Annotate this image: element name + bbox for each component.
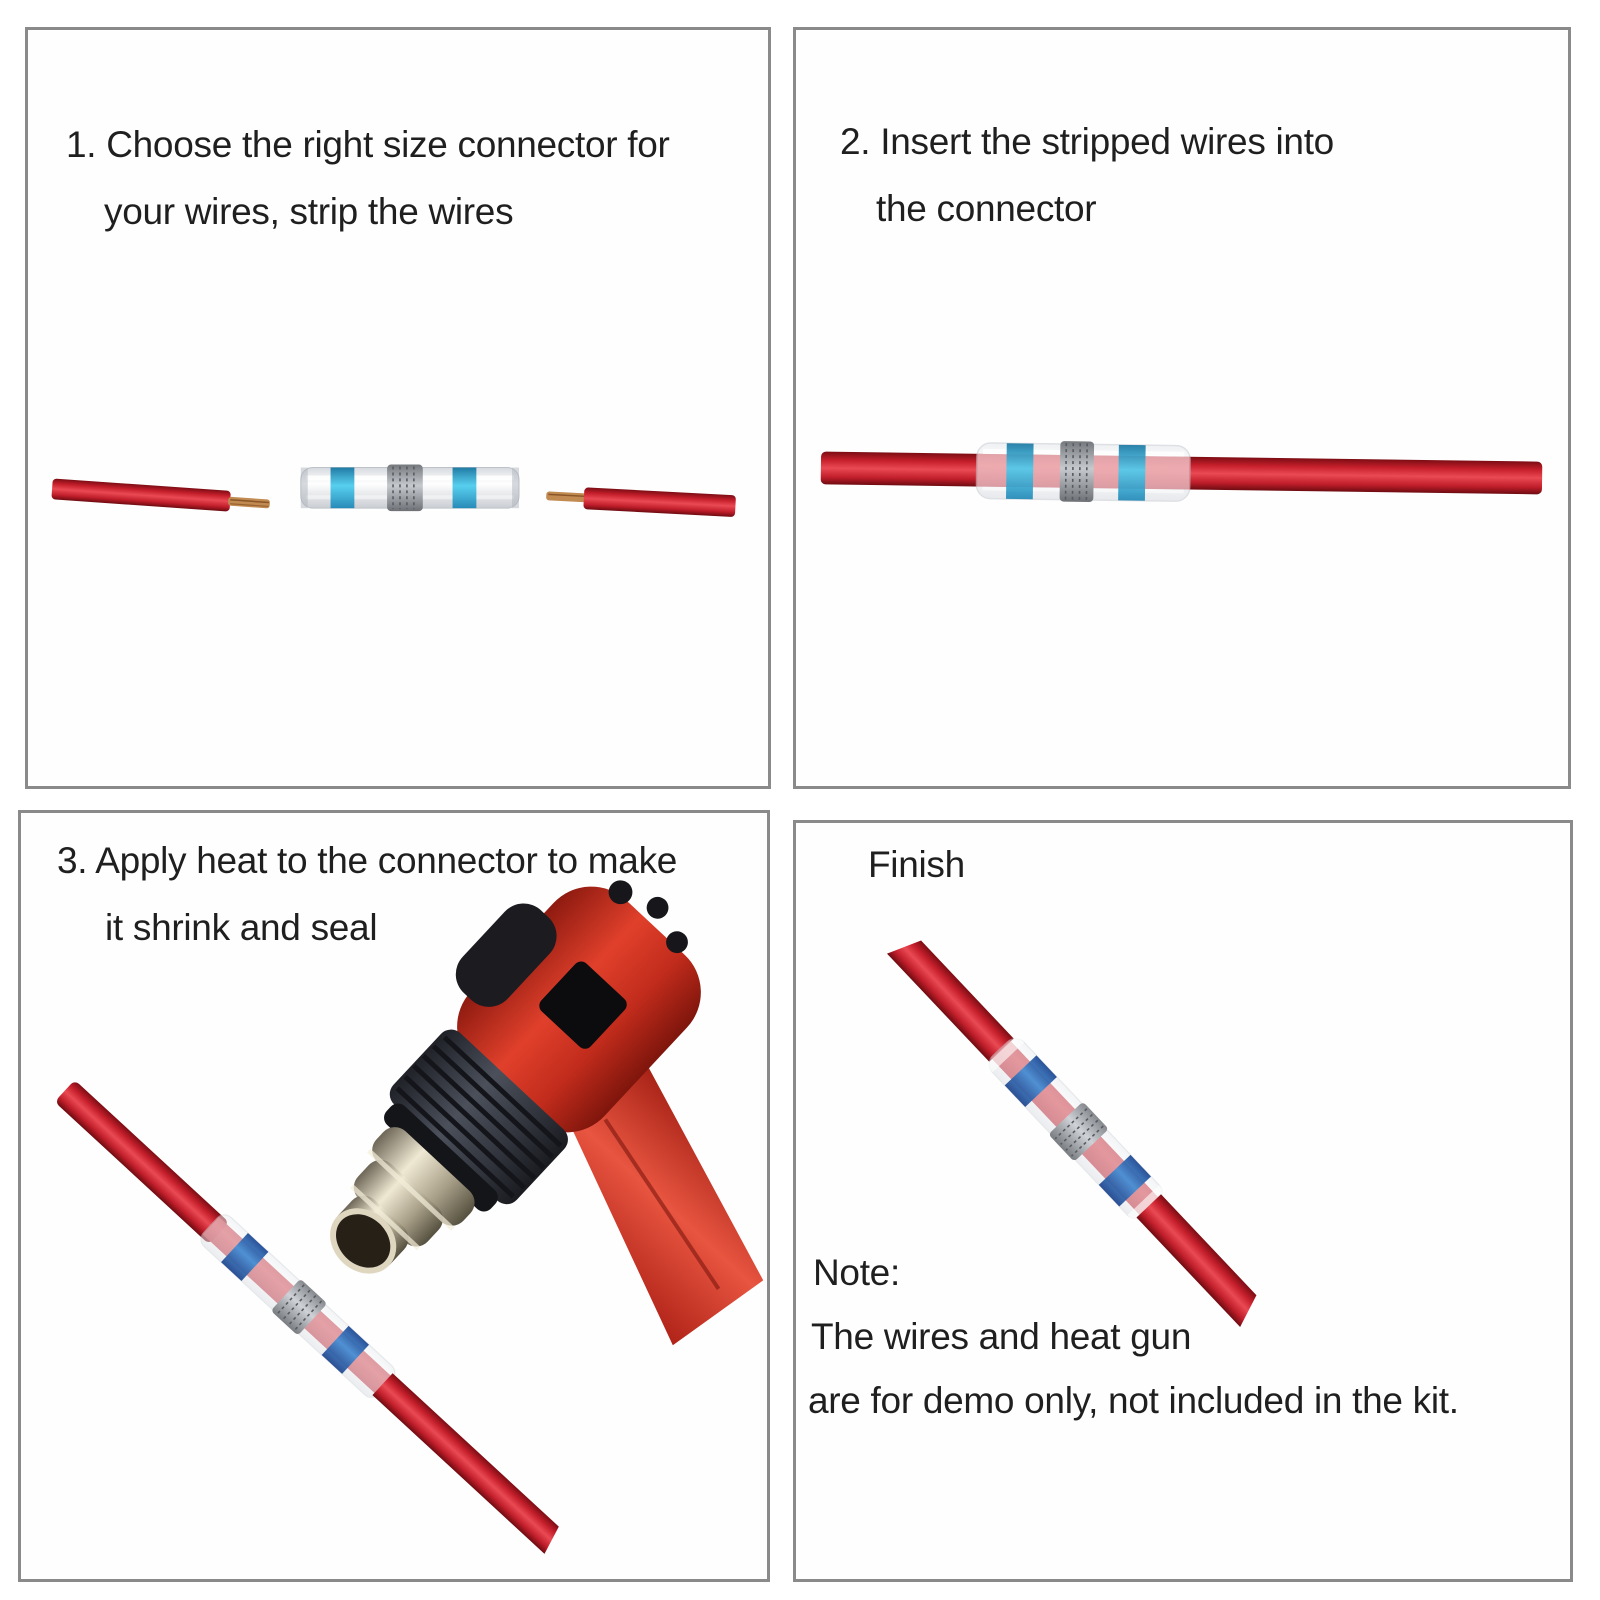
blue-band-left xyxy=(1006,443,1034,499)
red-wire-lower xyxy=(1136,1194,1264,1327)
note-line2: are for demo only, not included in the kit. xyxy=(808,1380,1459,1421)
stripped-copper-tip-right xyxy=(546,491,586,502)
red-wire-upper xyxy=(887,930,1014,1061)
rear-vent-knob xyxy=(642,892,673,923)
blue-band-left xyxy=(331,468,355,509)
wire-insulation xyxy=(51,478,231,511)
note-title: Note: xyxy=(813,1252,900,1293)
tube-end xyxy=(512,468,519,509)
red-wire-upper xyxy=(55,1080,230,1244)
step1-text-line2: your wires, strip the wires xyxy=(104,191,514,232)
panel-finish xyxy=(793,820,1573,1582)
red-wire-lower xyxy=(372,1373,564,1554)
red-wire-through-connector xyxy=(820,438,1542,509)
finish-title: Finish xyxy=(868,844,965,885)
finished-sealed-connector xyxy=(882,926,1270,1332)
note-line1: The wires and heat gun xyxy=(811,1316,1192,1357)
panel-step-2 xyxy=(793,27,1571,789)
step3-text-line1: 3. Apply heat to the connector to make xyxy=(57,840,678,881)
step1-text-line1: 1. Choose the right size connector for xyxy=(66,124,670,165)
blue-band-right xyxy=(1118,445,1146,501)
tube-end xyxy=(301,468,308,509)
step3-text-line2: it shrink and seal xyxy=(105,907,378,948)
step2-text-line2: the connector xyxy=(876,188,1097,229)
step3-illustration xyxy=(21,813,767,1579)
red-wire-left xyxy=(51,478,270,514)
panel-step-1 xyxy=(25,27,771,789)
solder-ring xyxy=(1060,441,1095,502)
step1-illustration xyxy=(28,30,768,786)
heat-gun xyxy=(254,825,767,1480)
solder-seal-connector xyxy=(301,465,519,512)
solder-seal-connector xyxy=(976,440,1190,503)
blue-band-right xyxy=(453,468,477,509)
step2-illustration xyxy=(796,30,1568,786)
finish-illustration xyxy=(796,823,1570,1579)
panel-step-3 xyxy=(18,810,770,1582)
wire-insulation xyxy=(583,487,736,517)
step2-text-line1: 2. Insert the stripped wires into xyxy=(840,121,1334,162)
red-wire-right xyxy=(546,485,736,517)
